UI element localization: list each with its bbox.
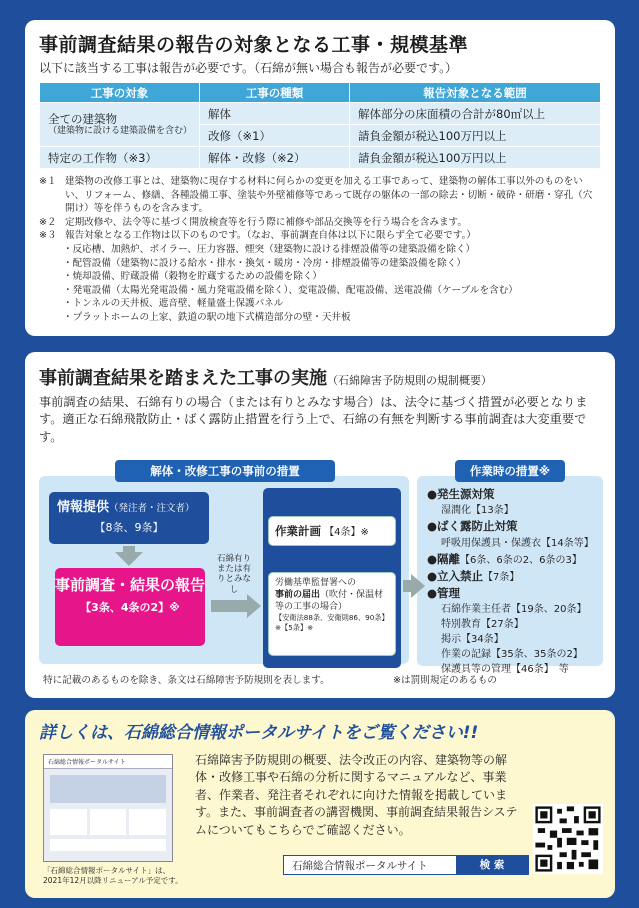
scope-cell: 解体部分の床面積の合計が80㎡以上 — [350, 103, 601, 125]
qr-code-icon[interactable] — [533, 804, 603, 874]
target-cell: 特定の工作物（※3） — [40, 147, 200, 169]
note-item: ※２ 定期改修や、法令等に基づく開放検査等を行う際に補修や部品交換等を行う場合を含みます。 — [39, 216, 467, 228]
section-portal — [25, 710, 615, 898]
section-body: 事前調査の結果、石綿有りの場合（または有りとみなす場合）は、法令に基づく措置が必要となります。適正な石綿飛散防止・ばく露防止措置を行う上で、石綿の有無を判断する事前調査は大変重要です。 — [39, 395, 588, 444]
bullet-item: ・プラットホームの上家、鉄道の駅の地下式構造部分の壁・天井板 — [63, 312, 351, 324]
portal-title: 詳しくは、石綿総合情報ポータルサイトをご覧ください!! — [39, 723, 479, 743]
bullet-item: ・トンネルの天井板、遮音壁、軽量盛土保護パネル — [63, 298, 284, 310]
bullet-item: ・発電設備（太陽光発電設備・風力発電設備を除く）、変電設備、配電設備、送電設備（ケーブルを含む） — [63, 284, 518, 296]
note-item: ※１ 建築物の改修工事とは、建築物に現存する材料に何らかの変更を加える工事であって、建築物の解体工事以外のものをいい、リフォーム、修繕、各種設備工事、塗装や外壁補修等であって既存の躯体の一部の除去・切断・破砕・研磨・穿孔（穴開け）等を伴うものを含みます。 — [39, 176, 593, 215]
portal-screenshot: 石綿総合情報ポータルサイト — [43, 754, 173, 862]
section-title: 事前調査結果を踏まえた工事の実施（石綿障害予防規則の規制概要） — [39, 368, 492, 389]
note-item: ※３ 報告対象となる工作物は以下のものです。（なお、事前調査自体は以下に限らず全て必要です。） — [39, 230, 476, 242]
info-box: 情報提供（発注者・注文者） 【8条、9条】 — [49, 492, 209, 544]
arrow-right-icon — [411, 574, 425, 598]
branch-label: 石綿有りまたは有りとみなし — [216, 554, 251, 595]
col-header: 工事の種類 — [200, 83, 350, 103]
section-report-criteria — [25, 20, 615, 336]
kind-cell: 改修（※1） — [200, 125, 350, 147]
search-text: 石綿総合情報ポータルサイト — [292, 860, 428, 872]
thumb-caption: 「石綿総合情報ポータルサイト」は、2021年12月以降リニューアル予定です。 — [43, 866, 183, 885]
section-implementation — [25, 352, 615, 698]
bullet-item: ・配管設備（建築物に設ける給水・排水・換気・暖房・冷房・排煙設備等の建築設備を除く） — [63, 257, 466, 269]
notes — [39, 175, 601, 325]
bullet-item: ・反応槽、加熱炉、ボイラー、圧力容器、煙突（建築物に設ける排煙設備等の建築設備を除く） — [63, 244, 476, 256]
search-button[interactable]: 検 索 — [456, 856, 528, 874]
arrow-down-icon — [115, 552, 143, 566]
col-header: 報告対象となる範囲 — [350, 83, 601, 103]
col-header: 工事の対象 — [40, 83, 200, 103]
table-row — [40, 103, 601, 125]
scope-cell: 請負金額が税込100万円以上 — [350, 147, 601, 169]
criteria-table — [39, 82, 601, 169]
measures-list: ●発生源対策 湿潤化【13条】 ●ばく露防止対策 呼吸用保護具・保護衣【14条等】 ●隔離【6条、6条の2、6条の3】 ●立入禁止【7条】 ●管理 石綿作業主任者【19条、20条】 特別教育【27条】 掲示【34条】 作業の記録【35条、35条の2】 保護具等の管理【46条】 等 — [427, 487, 594, 676]
plan-box: 作業計画 【4条】※ — [268, 516, 396, 546]
section-subtitle: 以下に該当する工事は報告が必要です。（石綿が無い場合も報告が必要です。） — [39, 61, 458, 75]
target-cell: 全ての建築物 — [48, 111, 117, 126]
search-bar[interactable] — [283, 855, 529, 875]
target-note: （建築物に設ける建築設備を含む） — [48, 126, 193, 137]
survey-box: 事前調査・結果の報告 【3条、4条の2】※ — [55, 568, 205, 646]
arrow-right-icon — [247, 594, 261, 618]
kind-cell: 解体・改修（※2） — [200, 147, 350, 169]
bar-during: 作業時の措置※ — [455, 460, 565, 482]
kind-cell: 解体 — [200, 103, 350, 125]
footnote-right: ※は罰則規定のあるもの — [393, 675, 497, 686]
table-row — [40, 147, 601, 169]
footnote-left: 特に記載のあるものを除き、条文は石綿障害予防規則を表します。 — [43, 675, 330, 686]
portal-body: 石綿障害予防規則の概要、法令改正の内容、建築物等の解体・改修工事や石綿の分析に関するマニュアルなど、事業者、作業者、発注者それぞれに向けた情報を掲載しています。また、事前調査者の講習機関、事前調査結果報告システムについてもこちらでご確認ください。 — [195, 753, 518, 837]
bullet-item: ・焼却設備、貯蔵設備（穀物を貯蔵するための設備を除く） — [63, 271, 323, 283]
bar-before: 解体・改修工事の事前の措置 — [115, 460, 335, 482]
section-title: 事前調査結果の報告の対象となる工事・規模基準 — [39, 34, 469, 56]
notify-box: 労働基準監督署への 事前の届出（吹付・保温材等の工事の場合） 【安衛法88条、安衛則86、90条】※【5条】※ — [268, 572, 396, 656]
scope-cell: 請負金額が税込100万円以上 — [350, 125, 601, 147]
